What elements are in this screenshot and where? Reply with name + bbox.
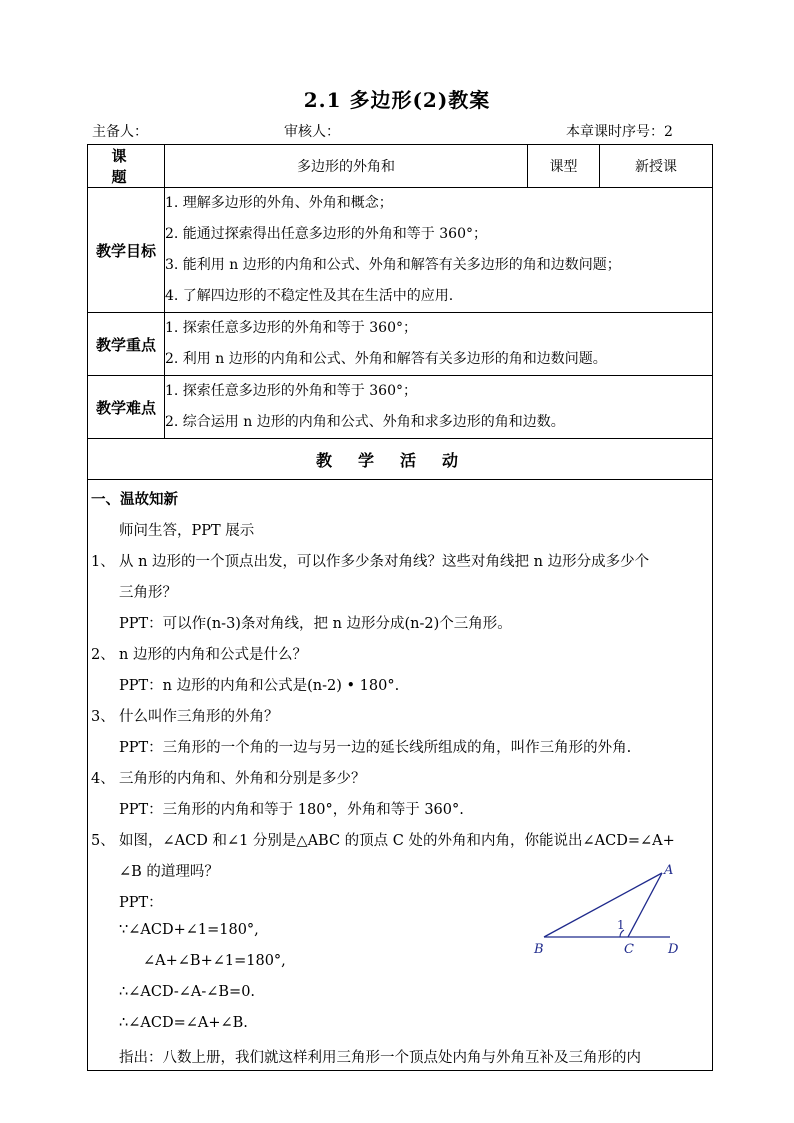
question-5: 如图，∠ACD 和∠1 分别是△ABC 的顶点 C 处的外角和内角，你能说出∠ACD=∠A+ xyxy=(119,833,675,849)
key-point-item: 1. 探索任意多边形的外角和等于 360°； xyxy=(165,320,417,336)
question-1-cont: 三角形？ xyxy=(119,585,177,601)
proof-line-3: ∴∠ACD-∠A-∠B=0. xyxy=(119,984,256,1000)
proof-line-4: ∴∠ACD=∠A+∠B. xyxy=(119,1015,248,1031)
triangle-figure xyxy=(528,863,688,963)
question-number: 3、 xyxy=(91,709,115,725)
answer-1: PPT：可以作(n-3)条对角线，把 n 边形分成(n-2)个三角形。 xyxy=(119,616,512,632)
activity-heading-row xyxy=(88,439,713,480)
question-3: 什么叫作三角形的外角？ xyxy=(119,709,279,725)
page-title: 2.1 多边形(2)教案 xyxy=(303,88,491,112)
topic-label: 课 题 xyxy=(88,145,165,188)
difficulty-item: 2. 综合运用 n 边形的内角和公式、外角和求多边形的角和边数。 xyxy=(165,414,565,430)
difficulty-item: 1. 探索任意多边形的外角和等于 360°； xyxy=(165,383,417,399)
label-angle-1: 1 xyxy=(617,918,625,932)
intro-text: 师问生答，PPT 展示 xyxy=(119,523,255,539)
activity-content xyxy=(88,480,713,1071)
question-number: 2、 xyxy=(91,647,115,663)
label-b: B xyxy=(534,942,544,957)
activity-row xyxy=(88,480,713,1071)
lesson-number: 本章课时序号：2 xyxy=(566,124,673,140)
goal-item: 4. 了解四边形的不稳定性及其在生活中的应用. xyxy=(165,288,454,304)
note-text: 指出：八数上册，我们就这样利用三角形一个顶点处内角与外角互补及三角形的内 xyxy=(119,1050,641,1066)
goal-item: 3. 能利用 n 边形的内角和公式、外角和解答有关多边形的角和边数问题； xyxy=(165,257,621,273)
question-number: 1、 xyxy=(91,554,115,570)
goals-list xyxy=(165,188,713,313)
difficulties-row xyxy=(88,376,713,439)
label-c: C xyxy=(624,942,634,957)
type-label: 课型 xyxy=(528,145,600,188)
key-points-list xyxy=(165,313,713,376)
type-value: 新授课 xyxy=(600,145,713,188)
reviewer-label: 审核人： xyxy=(284,124,340,140)
question-1: 从 n 边形的一个顶点出发，可以作多少条对角线？这些对角线把 n 边形分成多少个 xyxy=(119,554,650,570)
topic-value: 多边形的外角和 xyxy=(165,145,528,188)
question-2: n 边形的内角和公式是什么？ xyxy=(119,647,307,663)
activity-heading: 教学活动 xyxy=(88,439,713,480)
question-4: 三角形的内角和、外角和分别是多少？ xyxy=(119,771,366,787)
goals-label: 教学目标 xyxy=(88,188,165,313)
lesson-plan-table xyxy=(87,144,713,1071)
difficulties-list xyxy=(165,376,713,439)
question-number: 5、 xyxy=(91,833,115,849)
answer-3: PPT：三角形的一个角的一边与另一边的延长线所组成的角，叫作三角形的外角. xyxy=(119,740,632,756)
proof-line-1: ∵∠ACD+∠1=180°, xyxy=(119,922,259,938)
difficulties-label: 教学难点 xyxy=(88,376,165,439)
goal-item: 2. 能通过探索得出任意多边形的外角和等于 360°； xyxy=(165,226,487,242)
key-points-row xyxy=(88,313,713,376)
key-point-item: 2. 利用 n 边形的内角和公式、外角和解答有关多边形的角和边数问题。 xyxy=(165,351,607,367)
label-a: A xyxy=(664,863,674,878)
ppt-label: PPT： xyxy=(119,895,163,911)
goals-row xyxy=(88,188,713,313)
question-number: 4、 xyxy=(91,771,115,787)
label-d: D xyxy=(668,942,679,957)
topic-row xyxy=(88,145,713,188)
answer-4: PPT：三角形的内角和等于 180°，外角和等于 360°. xyxy=(119,802,464,818)
preparer-label: 主备人： xyxy=(92,124,148,140)
answer-2: PPT：n 边形的内角和公式是(n-2) • 180°. xyxy=(119,678,400,694)
section-warmup: 一、温故知新 xyxy=(91,491,178,508)
proof-line-2: ∠A+∠B+∠1=180°, xyxy=(143,953,286,969)
key-points-label: 教学重点 xyxy=(88,313,165,376)
goal-item: 1. 理解多边形的外角、外角和概念； xyxy=(165,195,393,211)
question-5-cont: ∠B 的道理吗？ xyxy=(119,864,219,880)
